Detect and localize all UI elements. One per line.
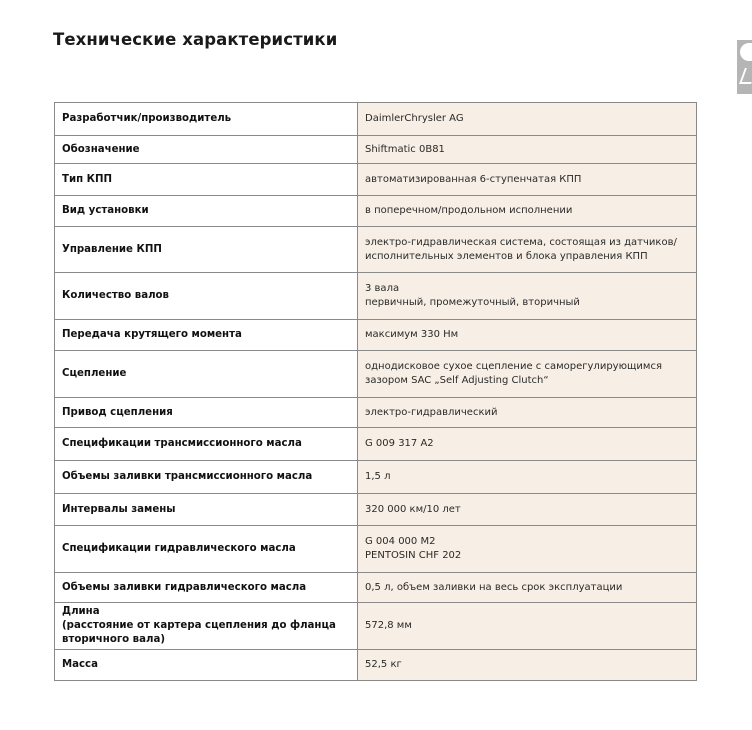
spec-row bbox=[55, 320, 697, 351]
spec-label bbox=[55, 398, 358, 428]
spec-row bbox=[55, 573, 697, 603]
spec-row bbox=[55, 398, 697, 428]
page-tab-marker bbox=[737, 40, 752, 94]
spec-label-line: Длина bbox=[62, 606, 100, 617]
spec-row bbox=[55, 103, 697, 136]
spec-value-line: первичный, промежуточный, вторичный bbox=[365, 297, 580, 308]
spec-label-line: Масса bbox=[62, 659, 98, 670]
spec-label-line: Интервалы замены bbox=[62, 503, 176, 515]
spec-value bbox=[358, 398, 697, 428]
spec-label bbox=[55, 227, 358, 273]
spec-value-line: G 009 317 A2 bbox=[365, 438, 434, 449]
spec-label-line: Управление КПП bbox=[62, 243, 162, 255]
spec-label bbox=[55, 351, 358, 398]
spec-label bbox=[55, 273, 358, 320]
spec-value bbox=[358, 428, 697, 461]
spec-label-line: Объемы заливки трансмиссионного масла bbox=[62, 471, 313, 482]
spec-value-line: DaimlerChrysler AG bbox=[365, 113, 464, 124]
spec-value-line: однодисковое сухое сцепление с саморегулирующимся bbox=[365, 361, 662, 372]
spec-value bbox=[358, 320, 697, 351]
spec-row bbox=[55, 603, 697, 650]
spec-row bbox=[55, 136, 697, 164]
spec-label-line: Передача крутящего момента bbox=[62, 329, 242, 340]
spec-value bbox=[358, 603, 697, 650]
spec-label bbox=[55, 136, 358, 164]
spec-value-line: 572,8 мм bbox=[365, 620, 412, 631]
spec-label bbox=[55, 526, 358, 573]
spec-value bbox=[358, 351, 697, 398]
spec-value-line: в поперечном/продольном исполнении bbox=[365, 205, 573, 216]
spec-label-line: Тип КПП bbox=[62, 173, 113, 185]
spec-value bbox=[358, 164, 697, 196]
spec-label-line: Спецификации трансмиссионного масла bbox=[62, 438, 302, 449]
spec-label bbox=[55, 573, 358, 603]
spec-label bbox=[55, 428, 358, 461]
spec-label bbox=[55, 320, 358, 351]
spec-label-line: Разработчик/производитель bbox=[62, 113, 232, 124]
spec-value bbox=[358, 227, 697, 273]
spec-value-line: 52,5 кг bbox=[365, 659, 402, 670]
spec-label bbox=[55, 103, 358, 136]
spec-value-line: электро-гидравлический bbox=[365, 406, 498, 418]
spec-value-line: исполнительных элементов и блока управления КПП bbox=[365, 250, 648, 262]
spec-label bbox=[55, 650, 358, 681]
spec-value-line: 0,5 л, объем заливки на весь срок эксплуатации bbox=[365, 581, 623, 593]
spec-label-line: Количество валов bbox=[62, 290, 169, 301]
spec-label-line: Обозначение bbox=[62, 143, 140, 155]
page-title: Технические характеристики bbox=[53, 30, 338, 49]
spec-value bbox=[358, 494, 697, 526]
spec-value bbox=[358, 461, 697, 494]
spec-row bbox=[55, 461, 697, 494]
spec-value-line: максимум 330 Нм bbox=[365, 329, 459, 340]
spec-value-line: 3 вала bbox=[365, 283, 400, 294]
logo-fragment-icon bbox=[739, 68, 752, 84]
spec-value-line: Shiftmatic 0B81 bbox=[365, 143, 445, 155]
spec-value-line: автоматизированная 6-ступенчатая КПП bbox=[365, 173, 582, 185]
spec-value-line: G 004 000 M2 bbox=[365, 536, 436, 547]
spec-label-line: вторичного вала) bbox=[62, 634, 165, 645]
logo-fragment-icon bbox=[740, 43, 752, 61]
spec-label-line: Сцепление bbox=[62, 368, 127, 379]
spec-value bbox=[358, 273, 697, 320]
spec-value bbox=[358, 650, 697, 681]
spec-label-line: Спецификации гидравлического масла bbox=[62, 543, 296, 554]
spec-label-line: Объемы заливки гидравлического масла bbox=[62, 581, 307, 593]
specifications-table bbox=[54, 102, 697, 681]
spec-value-line: электро-гидравлическая система, состоящая из датчиков/ bbox=[365, 236, 677, 248]
spec-row bbox=[55, 494, 697, 526]
spec-label-line: Вид установки bbox=[62, 205, 149, 216]
spec-label bbox=[55, 461, 358, 494]
spec-label-line: (расстояние от картера сцепления до фланца bbox=[62, 620, 336, 631]
spec-value-line: 320 000 км/10 лет bbox=[365, 503, 461, 515]
spec-row bbox=[55, 428, 697, 461]
spec-value-line: PENTOSIN CHF 202 bbox=[365, 550, 462, 561]
spec-row bbox=[55, 351, 697, 398]
spec-value-line: 1,5 л bbox=[365, 471, 391, 482]
spec-row bbox=[55, 526, 697, 573]
spec-value bbox=[358, 573, 697, 603]
spec-label bbox=[55, 164, 358, 196]
spec-row bbox=[55, 273, 697, 320]
spec-value bbox=[358, 136, 697, 164]
spec-label bbox=[55, 196, 358, 227]
spec-row bbox=[55, 227, 697, 273]
spec-row bbox=[55, 650, 697, 681]
spec-label-line: Привод сцепления bbox=[62, 406, 173, 418]
spec-label bbox=[55, 603, 358, 650]
spec-value-line: зазором SAC „Self Adjusting Clutch“ bbox=[365, 375, 549, 386]
spec-label bbox=[55, 494, 358, 526]
spec-value bbox=[358, 196, 697, 227]
spec-row bbox=[55, 196, 697, 227]
spec-row bbox=[55, 164, 697, 196]
spec-value bbox=[358, 526, 697, 573]
spec-value bbox=[358, 103, 697, 136]
